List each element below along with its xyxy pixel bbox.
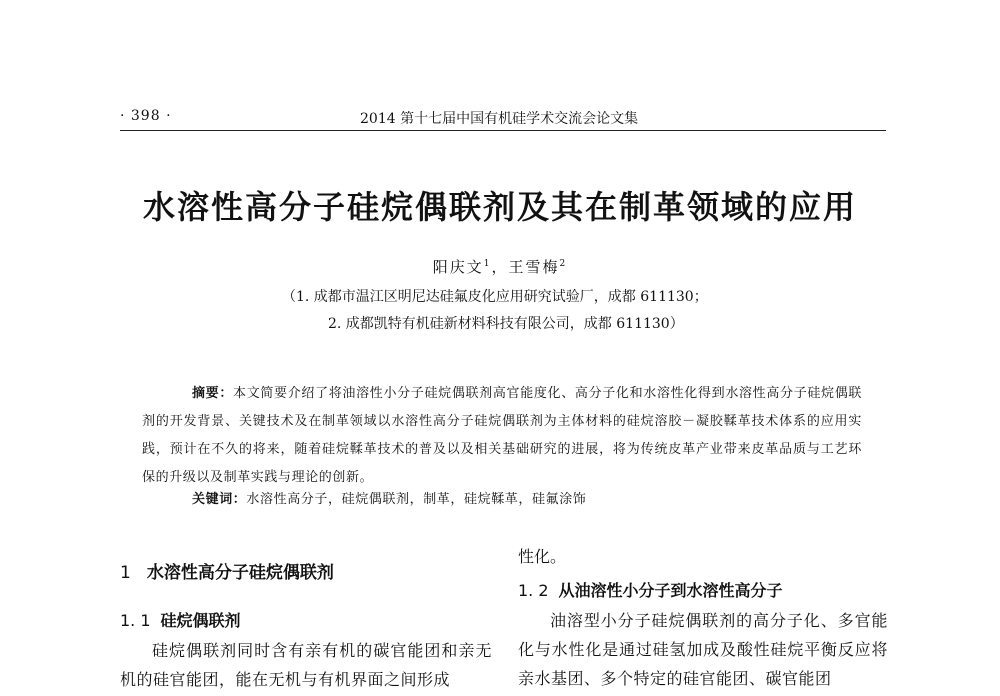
subsection-heading-1-1 [120,608,241,631]
paper-title: 水溶性高分子硅烷偶联剂及其在制革领域的应用 [142,188,857,226]
keywords-label: 关键词： [192,492,247,507]
section-title: 水溶性高分子硅烷偶联剂 [146,563,334,583]
subsection-title: 从油溶性小分子到水溶性高分子 [558,581,783,600]
author-line [0,256,1000,277]
continued-text: 性化。 [518,547,567,566]
author-affiliation-mark: 2 [559,259,568,269]
subsection-number: 1. 2 [518,581,549,600]
subsection-heading-1-2 [518,578,783,601]
subsection-title: 硅烷偶联剂 [160,611,241,630]
author-affiliation-mark: 1 [483,259,492,269]
keywords-text: 水溶性高分子，硅烷偶联剂，制革，硅烷鞣革，硅氟涂饰 [246,492,587,507]
abstract [142,380,862,492]
keywords [192,488,586,507]
affiliation-1: （1. 成都市温江区明尼达硅氟皮化应用研究试验厂，成都 611130； [282,289,708,305]
author-separator: ， [491,258,509,276]
author-name: 王雪梅 [508,258,560,276]
author-name: 阳庆文 [432,258,484,276]
body-paragraph: 硅烷偶联剂同时含有亲有机的碳官能团和亲无机的硅官能团，能在无机与有机界面之间形成 [120,641,492,689]
page-number: · 398 · [120,108,172,124]
header-rule [120,130,886,131]
abstract-label: 摘要： [192,386,234,401]
section-number: 1 [120,563,131,583]
affiliation-2: 2. 成都凯特有机硅新材料科技有限公司，成都 611130） [328,316,684,332]
abstract-text: 本文简要介绍了将油溶性小分子硅烷偶联剂高官能度化、高分子化和水溶性化得到水溶性高分子硅烷偶联剂的开发背景、关键技术及在制革领域以水溶性高分子硅烷偶联剂为主体材料的硅烷溶胶－凝胶鞣革技术体系的应用实践，预计在不久的将来，随着硅烷鞣革技术的普及以及相关基础研究的进展，将为传统皮革产业带来皮革品质与工艺环保的升级以及制革实践与理论的创新。 [142,386,862,485]
body-paragraph: 油溶型小分子硅烷偶联剂的高分子化、多官能化与水性化是通过硅氢加成及酸性硅烷平衡反应将亲水基团、多个特定的硅官能团、碳官能团 [518,611,888,688]
subsection-number: 1. 1 [120,611,151,630]
running-header-title: 2014 第十七届中国有机硅学术交流会论文集 [360,111,639,127]
section-heading-1 [120,558,334,583]
